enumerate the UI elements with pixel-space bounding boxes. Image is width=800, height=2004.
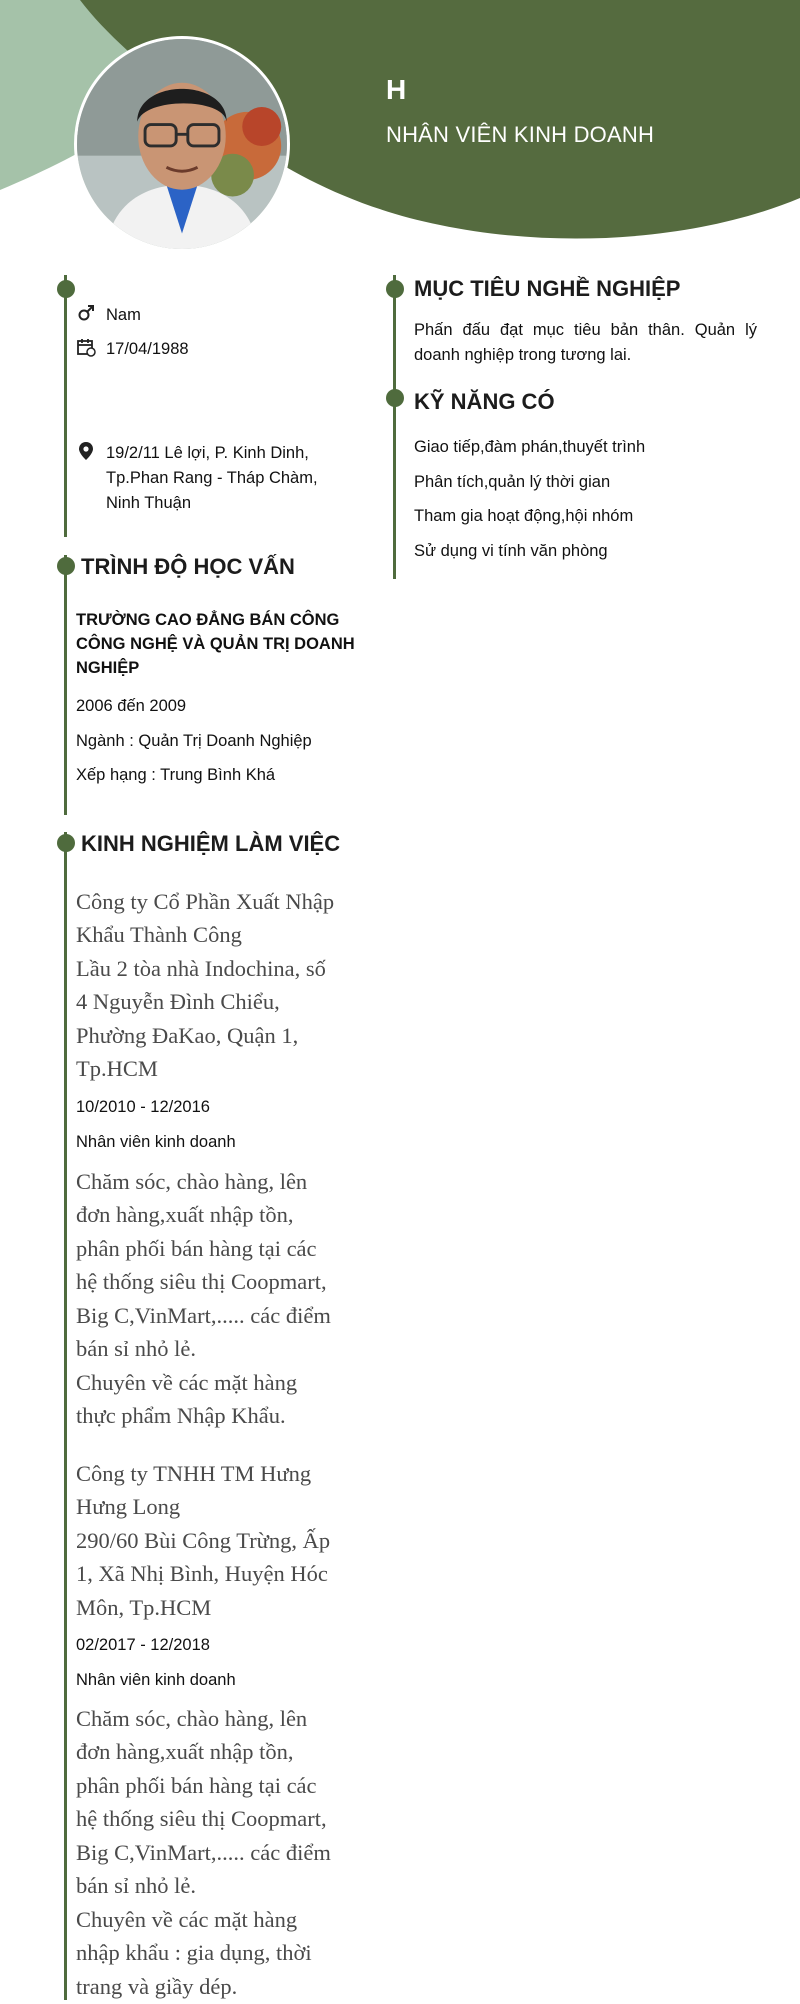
job2-company-line-5: Môn, Tp.HCM — [76, 1595, 212, 1620]
job1-desc-line-3: phân phối bán hàng tại các — [76, 1236, 317, 1261]
job2-period: 02/2017 - 12/2018 — [76, 1636, 210, 1654]
job2-desc-line-1: Chăm sóc, chào hàng, lên — [76, 1706, 308, 1731]
avatar — [74, 36, 290, 252]
skill-item: Giao tiếp,đàm phán,thuyết trình — [414, 438, 646, 456]
full-name: H — [386, 74, 407, 105]
job2-desc-line-4: hệ thống siêu thị Coopmart, — [76, 1806, 327, 1831]
job2-desc-line-2: đơn hàng,xuất nhập tồn, — [76, 1739, 294, 1764]
timeline-dot-experience — [57, 834, 75, 852]
birthday-value: 17/04/1988 — [106, 340, 189, 358]
job1-company-line-3: Lầu 2 tòa nhà Indochina, số — [76, 956, 326, 981]
timeline-dot-skills — [386, 389, 404, 407]
job2-desc-line-9: trang và giầy dép. — [76, 1974, 238, 1999]
school-name-line-2: CÔNG NGHỆ VÀ QUẢN TRỊ DOANH — [76, 635, 355, 653]
job1-desc-line-2: đơn hàng,xuất nhập tồn, — [76, 1202, 294, 1227]
skill-item: Phân tích,quản lý thời gian — [414, 473, 611, 491]
job1-desc-line-8: thực phẩm Nhập Khẩu. — [76, 1403, 286, 1428]
education-title: TRÌNH ĐỘ HỌC VẤN — [81, 554, 295, 579]
school-name-line-3: NGHIỆP — [76, 659, 140, 677]
gender-value: Nam — [106, 306, 141, 324]
school-name-line-1: TRƯỜNG CAO ĐẲNG BÁN CÔNG — [76, 611, 340, 629]
job1-desc-line-1: Chăm sóc, chào hàng, lên — [76, 1169, 308, 1194]
job2-desc-line-3: phân phối bán hàng tại các — [76, 1773, 317, 1798]
location-pin-icon — [76, 441, 96, 461]
job1-company-line-5: Phường ĐaKao, Quận 1, — [76, 1023, 299, 1048]
calendar-icon — [76, 337, 96, 357]
timeline-dot-personal — [57, 280, 75, 298]
job1-desc-line-4: hệ thống siêu thị Coopmart, — [76, 1269, 327, 1294]
job2-position: Nhân viên kinh doanh — [76, 1671, 236, 1689]
timeline-line-right — [393, 275, 396, 579]
job1-desc-line-6: bán sỉ nhỏ lẻ. — [76, 1336, 196, 1361]
experience-title: KINH NGHIỆM LÀM VIỆC — [81, 831, 341, 856]
profile-photo — [77, 39, 287, 249]
address-line-2: Tp.Phan Rang - Tháp Chàm, — [106, 469, 318, 487]
job2-company-line-3: 290/60 Bùi Công Trừng, Ấp — [76, 1528, 331, 1553]
job2-company-line-1: Công ty TNHH TM Hưng — [76, 1461, 312, 1486]
job2-desc-line-6: bán sỉ nhỏ lẻ. — [76, 1873, 196, 1898]
timeline-dot-education — [57, 557, 75, 575]
job1-desc-line-5: Big C,VinMart,..... các điểm — [76, 1303, 331, 1328]
job1-desc-line-7: Chuyên về các mặt hàng — [76, 1370, 298, 1395]
job-title: NHÂN VIÊN KINH DOANH — [386, 122, 655, 147]
job1-period: 10/2010 - 12/2016 — [76, 1098, 210, 1116]
job2-desc-line-7: Chuyên về các mặt hàng — [76, 1907, 298, 1932]
job1-position: Nhân viên kinh doanh — [76, 1133, 236, 1151]
job2-desc-line-5: Big C,VinMart,..... các điểm — [76, 1840, 331, 1865]
timeline-line-personal — [64, 275, 67, 537]
skills-title: KỸ NĂNG CÓ — [414, 389, 555, 414]
skill-item: Sử dụng vi tính văn phòng — [414, 542, 608, 560]
objective-line-2: doanh nghiệp trong tương lai. — [414, 346, 632, 364]
job2-company-line-2: Hưng Long — [76, 1494, 181, 1519]
address-line-3: Ninh Thuận — [106, 494, 192, 512]
timeline-line-education — [64, 555, 67, 815]
job2-company-line-4: 1, Xã Nhị Bình, Huyện Hóc — [76, 1561, 328, 1586]
job1-company-line-2: Khẩu Thành Công — [76, 922, 242, 947]
education-major: Ngành : Quản Trị Doanh Nghiệp — [76, 732, 312, 750]
job1-company-line-1: Công ty Cổ Phần Xuất Nhập — [76, 889, 335, 914]
address-line-1: 19/2/11 Lê lợi, P. Kinh Dinh, — [106, 444, 309, 462]
objective-title: MỤC TIÊU NGHỀ NGHIỆP — [414, 276, 681, 301]
education-rank: Xếp hạng : Trung Bình Khá — [76, 766, 276, 784]
job1-company-line-4: 4 Nguyễn Đình Chiểu, — [76, 989, 280, 1014]
skill-item: Tham gia hoạt động,hội nhóm — [414, 507, 634, 525]
education-period: 2006 đến 2009 — [76, 697, 187, 715]
timeline-dot-objective — [386, 280, 404, 298]
objective-line-1: Phấn đấu đạt mục tiêu bản thân. Quản lý — [414, 321, 757, 339]
gender-icon — [76, 303, 96, 323]
job1-company-line-6: Tp.HCM — [76, 1056, 158, 1081]
timeline-line-experience — [64, 832, 67, 2000]
job2-desc-line-8: nhập khẩu : gia dụng, thời — [76, 1940, 312, 1965]
